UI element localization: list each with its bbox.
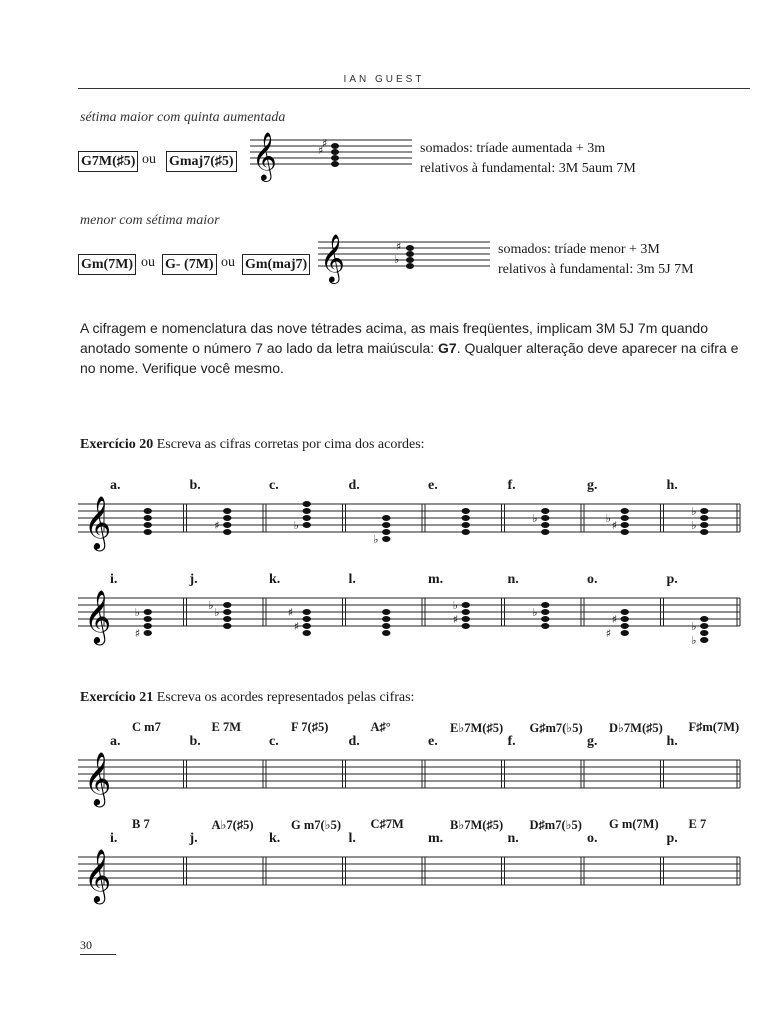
chord-notes — [214, 508, 231, 535]
sharp-icon: ♯ — [605, 627, 612, 640]
note-head — [700, 630, 708, 636]
note-head — [541, 522, 549, 528]
description-line: somados: tríade aumentada + 3m — [420, 141, 606, 156]
description-line: relativos à fundamental: 3m 5J 7M — [498, 262, 694, 277]
note-head — [541, 609, 549, 615]
note-head — [621, 623, 629, 629]
paragraph-text: A cifragem e nomenclatura das nove tétrades acima, as mais freqüentes, implicam 3M 5J 7m quando anotado somente o número 7 ao lado da letra maiúscula: — [80, 320, 708, 356]
staff-example-2 — [318, 232, 498, 292]
exercise-item-label: i. — [110, 572, 118, 587]
chord-notes — [135, 606, 152, 640]
note-head — [541, 515, 549, 521]
exercise-item-label: l. — [348, 831, 356, 846]
or-word: ou — [141, 255, 155, 270]
note-head — [462, 616, 470, 622]
sharp-icon: ♯ — [611, 613, 618, 626]
exercise-item-label: h. — [666, 734, 678, 749]
exercise-21-heading — [80, 690, 414, 706]
note-head — [700, 522, 708, 528]
exercise-item-label: m. — [428, 831, 444, 846]
or-word: ou — [221, 255, 235, 270]
flat-icon: ♭ — [214, 606, 220, 619]
flat-icon: ♭ — [691, 620, 697, 633]
exercise-item-label: e. — [428, 478, 438, 493]
chord-notes — [208, 599, 231, 629]
note-head — [223, 529, 231, 535]
svg-text:♯: ♯ — [396, 240, 402, 253]
note-head — [303, 515, 311, 521]
note-head — [621, 529, 629, 535]
note-head — [462, 602, 470, 608]
note-head — [303, 522, 311, 528]
exercise-item-label: n. — [507, 572, 519, 587]
treble-clef-icon: 𝄞 — [84, 848, 112, 902]
exercise-item-label: a. — [110, 478, 121, 493]
exercise-item-label: e. — [428, 734, 438, 749]
chord-symbol: G m7(♭5) — [291, 818, 341, 832]
or-word: ou — [142, 152, 156, 167]
exercise-item-label: i. — [110, 831, 118, 846]
chord-symbol-box: Gm(7M) — [78, 254, 136, 275]
note-head — [144, 623, 152, 629]
chord-notes — [453, 599, 470, 629]
note-head — [462, 515, 470, 521]
note-head — [462, 529, 470, 535]
chord-notes — [144, 508, 152, 535]
note-head — [223, 515, 231, 521]
sharp-icon: ♯ — [287, 606, 294, 619]
note-head — [541, 616, 549, 622]
chord-symbol: C♯7M — [370, 817, 404, 831]
note-head — [223, 609, 231, 615]
chord-symbol-box: G- (7M) — [162, 254, 217, 275]
exercise-item-label: j. — [189, 572, 198, 587]
note-head — [541, 529, 549, 535]
note-head — [223, 602, 231, 608]
chord-notes — [532, 602, 549, 629]
note-head — [621, 616, 629, 622]
exercise-item-label: c. — [269, 478, 279, 493]
note-head — [144, 616, 152, 622]
flat-icon: ♭ — [691, 634, 697, 647]
chord-symbol: D♯m7(♭5) — [529, 818, 582, 832]
note-head — [621, 515, 629, 521]
exercise-item-label: c. — [269, 734, 279, 749]
paragraph-text: . Qualquer alteração deve aparecer na cifra e no nome. Verifique você mesmo. — [80, 340, 739, 376]
note-head — [144, 522, 152, 528]
treble-clef-icon: 𝄞 — [320, 233, 345, 282]
music-staff — [78, 845, 740, 905]
exercise-item-label: h. — [666, 478, 678, 493]
note-head — [700, 623, 708, 629]
note-head — [382, 522, 390, 528]
exercise-item-label: f. — [507, 734, 516, 749]
note-head — [700, 529, 708, 535]
treble-clef-icon: 𝄞 — [84, 751, 112, 805]
note-head — [144, 630, 152, 636]
explanation-paragraph — [80, 318, 752, 378]
flat-icon: ♭ — [532, 512, 538, 525]
running-header: IAN GUEST — [343, 74, 425, 85]
chord-symbol: G m(7M) — [609, 817, 659, 831]
sharp-icon: ♯ — [452, 613, 459, 626]
flat-icon: ♭ — [452, 599, 458, 612]
paragraph-bold-symbol: G7 — [438, 340, 457, 356]
treble-clef-icon: 𝄞 — [252, 131, 277, 180]
note-head — [223, 522, 231, 528]
flat-icon: ♭ — [373, 533, 379, 546]
chord-notes — [606, 508, 629, 535]
chord-symbol: A♭7(♯5) — [211, 818, 254, 832]
note-head — [621, 630, 629, 636]
exercise-item-label: d. — [348, 734, 360, 749]
chord-notes — [691, 505, 708, 535]
chord-symbol: G♯m7(♭5) — [529, 721, 583, 735]
note-head — [223, 616, 231, 622]
staff-example-1 — [250, 130, 420, 190]
note-head — [621, 522, 629, 528]
chord-notes — [373, 515, 390, 546]
treble-clef-icon: 𝄞 — [84, 495, 112, 549]
exercise-item-label: b. — [189, 478, 201, 493]
flat-icon: ♭ — [208, 599, 214, 612]
treble-clef-icon: 𝄞 — [84, 589, 112, 643]
page-number-rule — [80, 954, 116, 955]
note-head — [621, 508, 629, 514]
flat-icon: ♭ — [532, 606, 538, 619]
chord-symbol: D♭7M(♯5) — [609, 721, 663, 735]
chord-symbol: B 7 — [132, 817, 150, 831]
exercise-item-label: g. — [587, 734, 598, 749]
exercise-item-label: f. — [507, 478, 516, 493]
description-line: somados: tríade menor + 3M — [498, 242, 660, 257]
exercise-item-label: o. — [587, 572, 598, 587]
note-head — [541, 508, 549, 514]
chord-symbol-box: Gmaj7(♯5) — [166, 151, 237, 172]
sharp-icon: ♯ — [293, 620, 300, 633]
chord-symbol: F♯m(7M) — [688, 720, 740, 734]
exercise-item-label: a. — [110, 734, 121, 749]
exercise-21-number: Exercício 21 — [80, 690, 154, 705]
note-head — [700, 637, 708, 643]
chord-notes — [462, 508, 470, 535]
exercise-item-label: k. — [269, 572, 281, 587]
note-head — [144, 515, 152, 521]
exercise-20-instruction: Escreva as cifras corretas por cima dos acordes: — [153, 437, 425, 452]
music-staff — [78, 586, 740, 646]
exercise-item-label: p. — [666, 572, 678, 587]
chord-notes — [606, 609, 629, 640]
note-head — [223, 508, 231, 514]
note-head — [382, 515, 390, 521]
chord-notes — [691, 616, 708, 647]
note-head — [382, 630, 390, 636]
chord-notes — [382, 609, 390, 636]
exercise-item-label: b. — [189, 734, 201, 749]
chord-symbol-box: G7M(♯5) — [78, 151, 138, 172]
note-head — [382, 529, 390, 535]
sharp-icon: ♯ — [214, 519, 220, 532]
note-head — [382, 609, 390, 615]
chord-symbol: B♭7M(♯5) — [450, 818, 504, 832]
note-head — [382, 616, 390, 622]
flat-icon: ♭ — [605, 512, 611, 525]
note-head — [382, 623, 390, 629]
flat-icon: ♭ — [691, 505, 697, 518]
exercise-item-label: n. — [507, 831, 519, 846]
chord-symbol: F 7(♯5) — [291, 720, 329, 734]
flat-icon: ♭ — [134, 606, 140, 619]
header-rule — [78, 88, 750, 89]
note-head — [621, 609, 629, 615]
description-line: relativos à fundamental: 3M 5aum 7M — [420, 161, 636, 176]
chord-notes — [532, 508, 549, 535]
chord-symbol: C m7 — [132, 720, 161, 734]
note-head — [382, 536, 390, 542]
music-staff — [78, 748, 740, 808]
note-head — [303, 508, 311, 514]
note-head — [303, 501, 311, 507]
chord-symbol-box: Gm(maj7) — [242, 254, 310, 275]
flat-icon: ♭ — [691, 519, 697, 532]
chord-notes — [294, 501, 311, 532]
exercise-item-label: p. — [666, 831, 678, 846]
exercise-item-label: d. — [348, 478, 360, 493]
note-head — [541, 623, 549, 629]
sharp-icon: ♯ — [134, 627, 141, 640]
chord-symbol: E♭7M(♯5) — [450, 721, 504, 735]
note-head — [303, 616, 311, 622]
section-title-minor-maj7: menor com sétima maior — [80, 213, 220, 228]
note-head — [144, 609, 152, 615]
note-head — [541, 602, 549, 608]
chord-symbol: E 7M — [211, 720, 242, 734]
music-staff — [78, 492, 740, 552]
exercise-item-label: g. — [587, 478, 598, 493]
exercise-21-instruction: Escreva os acordes representados pelas cifras: — [153, 690, 415, 705]
svg-text:♭: ♭ — [394, 253, 400, 266]
exercise-item-label: j. — [189, 831, 198, 846]
note-head — [223, 623, 231, 629]
page-number: 30 — [80, 938, 92, 952]
note-head — [700, 508, 708, 514]
note-head — [462, 508, 470, 514]
note-head — [462, 522, 470, 528]
exercise-20-number: Exercício 20 — [80, 437, 154, 452]
sharp-icon: ♯ — [611, 519, 618, 532]
note-head — [700, 515, 708, 521]
exercise-item-label: k. — [269, 831, 281, 846]
svg-text:♯: ♯ — [322, 137, 328, 150]
note-head — [144, 508, 152, 514]
note-head — [303, 609, 311, 615]
svg-text:♯: ♯ — [318, 144, 324, 157]
note-head — [462, 623, 470, 629]
chord-symbol: E 7 — [688, 817, 707, 831]
section-title-maj7-aug5: sétima maior com quinta aumentada — [80, 110, 286, 125]
flat-icon: ♭ — [293, 519, 299, 532]
chord-notes — [288, 606, 311, 636]
chord-symbol: A♯° — [370, 720, 391, 734]
note-head — [303, 630, 311, 636]
exercise-20-heading — [80, 437, 425, 453]
exercise-item-label: o. — [587, 831, 598, 846]
exercise-item-label: m. — [428, 572, 444, 587]
note-head — [303, 623, 311, 629]
note-head — [144, 529, 152, 535]
exercise-item-label: l. — [348, 572, 356, 587]
note-head — [700, 616, 708, 622]
note-head — [462, 609, 470, 615]
